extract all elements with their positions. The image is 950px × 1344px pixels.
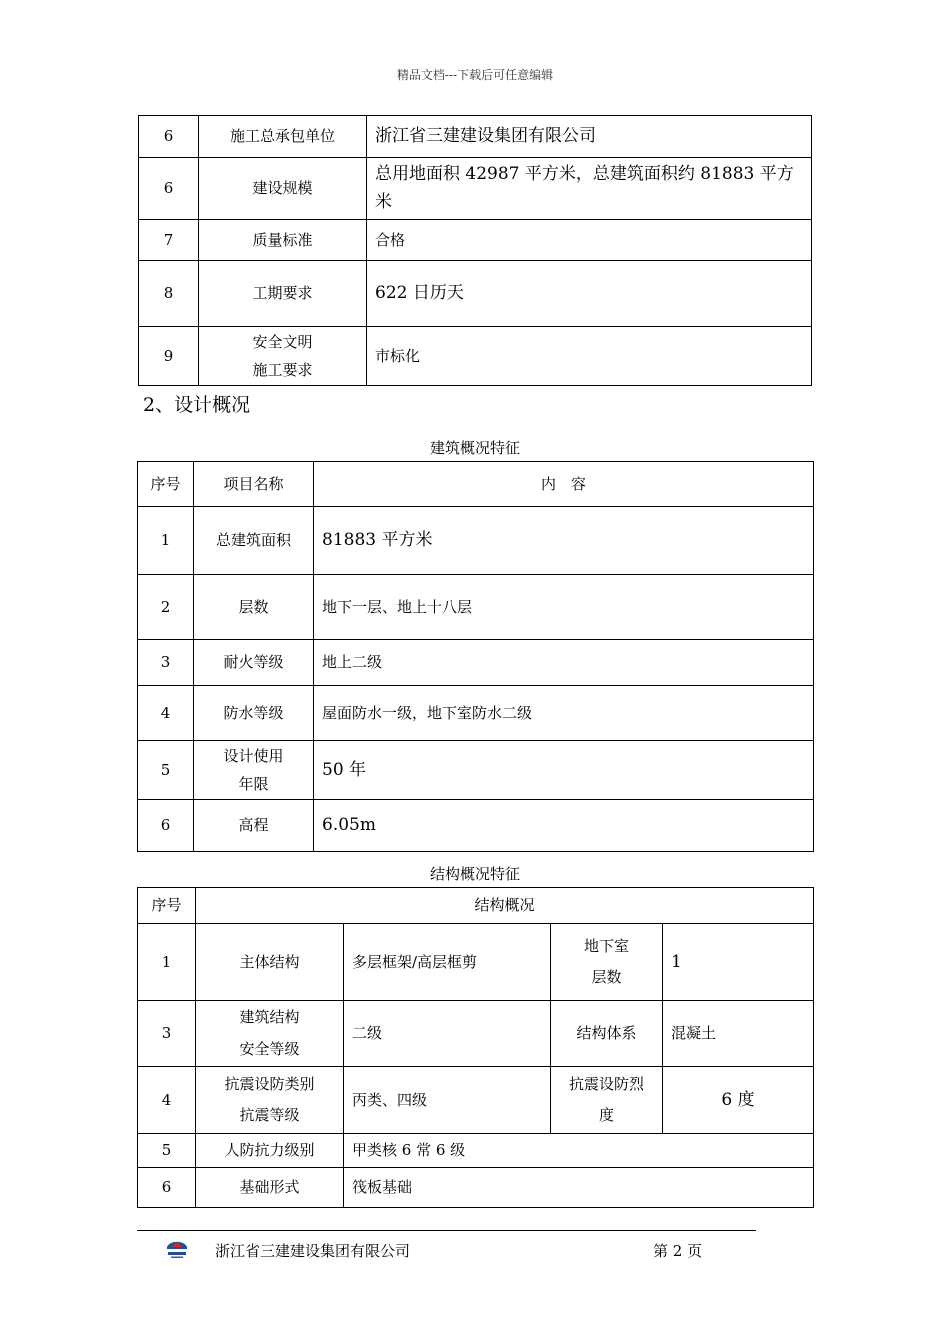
row-value: 1: [663, 924, 814, 1001]
header-watermark: 精品文档---下载后可任意编辑: [396, 68, 554, 82]
row-value: 50 年: [314, 741, 814, 800]
row-item: [196, 1001, 344, 1067]
table-row: [138, 575, 814, 640]
table-row: [138, 1168, 814, 1208]
row-number: 4: [138, 1067, 196, 1134]
row-item-line: 层数: [591, 968, 622, 986]
row-item: 基础形式: [196, 1168, 344, 1208]
row-value: 622 日历天: [367, 261, 812, 327]
row-number: 7: [139, 220, 199, 261]
building-table-caption: 建筑概况特征: [429, 439, 520, 457]
footer-divider: [137, 1230, 756, 1231]
row-name: 层数: [194, 575, 314, 640]
row-item-line: 抗震等级: [239, 1106, 300, 1124]
table-row: [139, 220, 812, 261]
row-value: 混凝土: [663, 1001, 814, 1067]
table-row: [138, 800, 814, 852]
row-label-line: 安全文明: [252, 332, 313, 351]
row-item-line: 建筑结构: [239, 1008, 300, 1026]
row-value: 甲类核 6 常 6 级: [344, 1134, 814, 1168]
row-value: 丙类、四级: [344, 1067, 551, 1134]
header-title: 结构概况: [196, 888, 814, 924]
row-number: 6: [139, 158, 199, 220]
table-row: [138, 1001, 814, 1067]
row-item-line: 抗震设防类别: [224, 1074, 315, 1093]
header-no: 序号: [138, 462, 194, 507]
row-name: [194, 741, 314, 800]
row-label: 建设规模: [199, 158, 367, 220]
row-number: 5: [138, 1134, 196, 1168]
row-item: 主体结构: [196, 924, 344, 1001]
row-value: 浙江省三建建设集团有限公司: [367, 116, 812, 158]
section-title: 2、设计概况: [143, 394, 251, 416]
row-item: [551, 1067, 663, 1134]
row-item: [551, 924, 663, 1001]
row-item-line: 地下室: [583, 936, 629, 955]
row-value: 81883 平方米: [314, 507, 814, 575]
row-value: 6 度: [663, 1067, 814, 1134]
row-number: 8: [139, 261, 199, 327]
row-value: 屋面防水一级，地下室防水二级: [314, 686, 814, 741]
row-number: 2: [138, 575, 194, 640]
header-content: 内 容: [314, 462, 814, 507]
row-name: 总建筑面积: [194, 507, 314, 575]
row-name: 耐火等级: [194, 640, 314, 686]
row-value: 筏板基础: [344, 1168, 814, 1208]
table-row: [138, 741, 814, 800]
row-item-line: 抗震设防烈: [568, 1074, 644, 1093]
table-row: [138, 1067, 814, 1134]
row-number: 6: [139, 116, 199, 158]
row-number: 6: [138, 1168, 196, 1208]
row-label: 质量标准: [199, 220, 367, 261]
row-label: 工期要求: [199, 261, 367, 327]
row-name-line: 设计使用: [223, 746, 284, 765]
row-value: 合格: [367, 220, 812, 261]
row-label: 施工总承包单位: [199, 116, 367, 158]
footer-company: 浙江省三建建设集团有限公司: [215, 1242, 411, 1260]
table-row: [138, 686, 814, 741]
row-number: 3: [138, 640, 194, 686]
table-row: [139, 158, 812, 220]
row-number: 1: [138, 507, 194, 575]
building-overview-table: [137, 461, 814, 852]
row-number: 1: [138, 924, 196, 1001]
table-row: [138, 507, 814, 575]
table-header-row: [138, 888, 814, 924]
company-logo-icon: [164, 1238, 190, 1260]
table-row: [139, 327, 812, 386]
structure-overview-table: [137, 887, 814, 1208]
table-row: [138, 1134, 814, 1168]
row-name-line: 年限: [238, 775, 269, 793]
row-value: 市标化: [367, 327, 812, 386]
project-info-table: [138, 115, 812, 386]
row-number: 4: [138, 686, 194, 741]
row-item-line: 度: [598, 1106, 614, 1124]
table-header-row: [138, 462, 814, 507]
table-row: [139, 116, 812, 158]
row-item: 人防抗力级别: [196, 1134, 344, 1168]
row-value: 地上二级: [314, 640, 814, 686]
row-number: 6: [138, 800, 194, 852]
row-label-line: 施工要求: [252, 361, 313, 379]
header-name: 项目名称: [194, 462, 314, 507]
row-number: 9: [139, 327, 199, 386]
table-row: [138, 924, 814, 1001]
row-item-line: 安全等级: [239, 1039, 300, 1058]
row-value: 二级: [344, 1001, 551, 1067]
header-no: 序号: [138, 888, 196, 924]
row-name: 防水等级: [194, 686, 314, 741]
row-value: 6.05m: [314, 800, 814, 852]
structure-table-caption: 结构概况特征: [429, 865, 520, 883]
row-number: 5: [138, 741, 194, 800]
row-item: 结构体系: [551, 1001, 663, 1067]
table-row: [138, 640, 814, 686]
row-value: 多层框架/高层框剪: [344, 924, 551, 1001]
row-label: [199, 327, 367, 386]
table-row: [139, 261, 812, 327]
page-number: 第 2 页: [653, 1242, 703, 1260]
row-item: [196, 1067, 344, 1134]
row-name: 高程: [194, 800, 314, 852]
row-number: 3: [138, 1001, 196, 1067]
row-value: 地下一层、地上十八层: [314, 575, 814, 640]
row-value: 总用地面积 42987 平方米，总建筑面积约 81883 平方米: [367, 158, 812, 220]
